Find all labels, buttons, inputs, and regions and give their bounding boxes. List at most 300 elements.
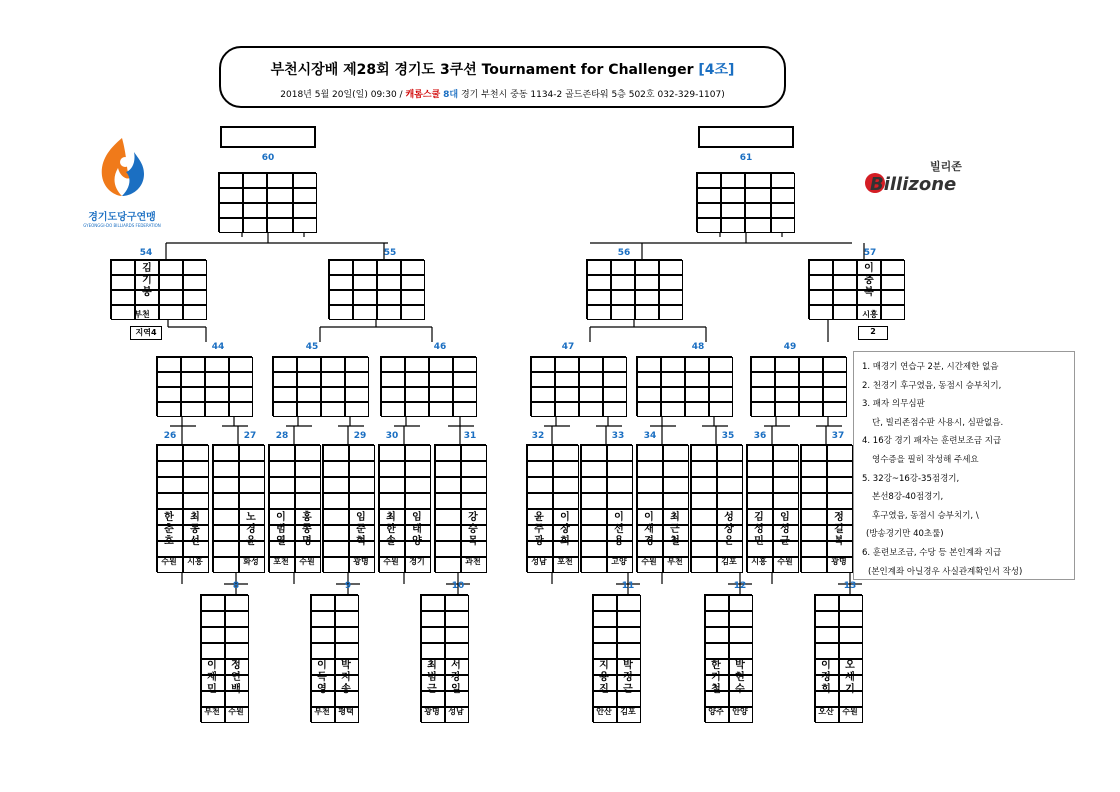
score-cell — [269, 445, 295, 461]
score-cell — [659, 275, 683, 290]
tournament-title: 부천시장배 제28회 경기도 3쿠션 Tournament for Challenger [4조] — [270, 62, 735, 78]
score-cell — [293, 173, 317, 188]
score-cell — [311, 643, 335, 659]
score-cell — [379, 445, 405, 461]
player-region — [434, 556, 460, 568]
score-cell — [157, 387, 181, 402]
player-region: 고양 — [611, 557, 627, 566]
score-cell — [809, 305, 833, 320]
score-cell — [747, 493, 773, 509]
score-cell — [827, 445, 853, 461]
score-cell — [607, 477, 633, 493]
score-cell — [555, 357, 579, 372]
score-cell — [553, 461, 579, 477]
score-cell — [581, 493, 607, 509]
score-cell — [729, 611, 753, 627]
score-cell — [345, 402, 369, 417]
score-cell — [771, 203, 795, 218]
score-cell — [219, 218, 243, 233]
match-number-m27: 27 — [243, 431, 257, 441]
score-cell — [461, 477, 487, 493]
score-cell — [527, 477, 553, 493]
match-number-m34: 34 — [643, 431, 657, 441]
match-number-m33: 33 — [611, 431, 625, 441]
score-cell — [839, 643, 863, 659]
score-cell — [881, 290, 905, 305]
score-cell — [531, 402, 555, 417]
rule-line: 6. 훈련보조금, 수당 등 본인계좌 지급 — [862, 547, 1002, 558]
score-cell — [553, 477, 579, 493]
match-number-m9: 9 — [344, 581, 352, 591]
match-number-m29: 29 — [353, 431, 367, 441]
score-cell — [429, 357, 453, 372]
score-cell — [435, 477, 461, 493]
score-cell — [815, 643, 839, 659]
score-cell — [183, 493, 209, 509]
score-cell — [201, 595, 225, 611]
score-cell — [827, 493, 853, 509]
billizone-logo: 빌리존 Billizone — [862, 160, 977, 200]
score-cell — [273, 357, 297, 372]
score-cell — [205, 357, 229, 372]
venue-name: 캐롬스쿨 — [405, 90, 441, 100]
score-cell — [267, 173, 293, 188]
score-grid-m56 — [586, 259, 682, 319]
match-number-m44: 44 — [211, 342, 225, 352]
score-cell — [553, 493, 579, 509]
score-cell — [183, 445, 209, 461]
score-cell — [717, 477, 743, 493]
score-cell — [293, 203, 317, 218]
group-label: [4조] — [698, 62, 735, 78]
table-count: 8대 — [443, 90, 459, 100]
score-grid-m47 — [530, 356, 626, 416]
player-region: 과천 — [465, 557, 481, 566]
score-cell — [239, 461, 265, 477]
player-region: 시흥 — [187, 557, 203, 566]
score-cell — [267, 188, 293, 203]
score-cell — [617, 595, 641, 611]
score-cell — [401, 305, 425, 320]
score-cell — [617, 611, 641, 627]
player-region: 부천 — [134, 310, 150, 319]
match-number-m47: 47 — [561, 342, 575, 352]
player-name: 이재민 — [207, 660, 217, 695]
score-cell — [157, 357, 181, 372]
score-cell — [181, 402, 205, 417]
score-cell — [219, 203, 243, 218]
score-grid-m55 — [328, 259, 424, 319]
score-cell — [353, 260, 377, 275]
score-cell — [603, 387, 627, 402]
player-name: 박정근 — [623, 660, 633, 695]
score-cell — [579, 357, 603, 372]
score-cell — [661, 357, 685, 372]
score-cell — [267, 203, 293, 218]
score-cell — [213, 477, 239, 493]
score-cell — [421, 611, 445, 627]
player-region: 김포 — [721, 557, 737, 566]
score-cell — [827, 477, 853, 493]
score-cell — [751, 372, 775, 387]
score-cell — [293, 218, 317, 233]
score-cell — [747, 461, 773, 477]
score-cell — [349, 493, 375, 509]
player-region: 수원 — [228, 707, 244, 716]
score-cell — [809, 275, 833, 290]
score-cell — [587, 290, 611, 305]
player-region: 수원 — [383, 557, 399, 566]
score-cell — [717, 461, 743, 477]
score-cell — [691, 445, 717, 461]
player-region — [800, 556, 826, 568]
score-cell — [297, 402, 321, 417]
score-cell — [663, 493, 689, 509]
score-cell — [839, 595, 863, 611]
score-cell — [157, 477, 183, 493]
player-region — [212, 556, 238, 568]
score-cell — [799, 387, 823, 402]
match-number-m10: 10 — [451, 581, 465, 591]
player-region: 수원 — [299, 557, 315, 566]
score-cell — [827, 461, 853, 477]
player-extra: 지역4 — [130, 326, 162, 340]
score-cell — [773, 493, 799, 509]
score-cell — [721, 203, 745, 218]
score-cell — [593, 595, 617, 611]
score-cell — [157, 493, 183, 509]
player-region — [690, 556, 716, 568]
player-region: 수원 — [777, 557, 793, 566]
score-cell — [213, 445, 239, 461]
score-cell — [729, 627, 753, 643]
score-cell — [377, 275, 401, 290]
player-name: 이충복 — [864, 263, 874, 298]
score-cell — [531, 357, 555, 372]
score-cell — [453, 357, 477, 372]
score-cell — [321, 357, 345, 372]
score-cell — [717, 493, 743, 509]
score-cell — [111, 290, 135, 305]
score-cell — [799, 357, 823, 372]
score-cell — [353, 290, 377, 305]
score-grid-m46 — [380, 356, 476, 416]
score-grid-m54 — [110, 259, 206, 319]
score-cell — [809, 290, 833, 305]
score-cell — [405, 493, 431, 509]
score-cell — [697, 173, 721, 188]
score-cell — [611, 260, 635, 275]
score-cell — [273, 402, 297, 417]
score-cell — [183, 477, 209, 493]
score-cell — [381, 387, 405, 402]
match-number-m11: 11 — [621, 581, 635, 591]
rule-line: 본선8강-40점경기, — [872, 492, 944, 503]
match-number-m13: 13 — [843, 581, 857, 591]
rule-line: 2. 천경기 후구였음, 동점시 승부치기, — [862, 380, 1002, 391]
score-cell — [637, 493, 663, 509]
score-cell — [775, 357, 799, 372]
score-cell — [593, 611, 617, 627]
score-cell — [691, 461, 717, 477]
player-name: 홍종명 — [302, 512, 312, 547]
match-number-m31: 31 — [463, 431, 477, 441]
score-cell — [799, 402, 823, 417]
score-cell — [401, 260, 425, 275]
player-name: 박지송 — [341, 660, 351, 695]
score-cell — [377, 290, 401, 305]
player-region — [580, 556, 606, 568]
player-region: 안양 — [732, 707, 748, 716]
player-name: 최한솔 — [386, 512, 396, 547]
match-number-m36: 36 — [753, 431, 767, 441]
score-cell — [691, 493, 717, 509]
score-cell — [705, 611, 729, 627]
score-cell — [815, 627, 839, 643]
score-grid-m45 — [272, 356, 368, 416]
player-region: 부천 — [667, 557, 683, 566]
score-cell — [801, 445, 827, 461]
score-cell — [697, 218, 721, 233]
score-cell — [773, 477, 799, 493]
player-name: 이선용 — [614, 512, 624, 547]
score-cell — [183, 290, 207, 305]
score-cell — [461, 461, 487, 477]
rule-line: (방송경기만 40초룰) — [866, 529, 944, 540]
score-cell — [659, 290, 683, 305]
player-region: 평택 — [338, 707, 354, 716]
score-cell — [445, 595, 469, 611]
score-cell — [823, 357, 847, 372]
score-cell — [815, 595, 839, 611]
score-cell — [581, 477, 607, 493]
score-cell — [229, 402, 253, 417]
score-grid-m49 — [750, 356, 846, 416]
player-region: 부천 — [314, 707, 330, 716]
player-region — [322, 556, 348, 568]
player-name: 임태양 — [412, 512, 422, 547]
score-cell — [201, 643, 225, 659]
score-cell — [881, 275, 905, 290]
score-cell — [159, 275, 183, 290]
score-cell — [685, 372, 709, 387]
score-cell — [453, 387, 477, 402]
score-cell — [661, 402, 685, 417]
score-cell — [111, 260, 135, 275]
player-name: 박현수 — [735, 660, 745, 695]
score-cell — [159, 290, 183, 305]
score-cell — [353, 305, 377, 320]
score-cell — [663, 445, 689, 461]
winner-box-m61 — [698, 126, 794, 148]
score-cell — [421, 627, 445, 643]
score-cell — [593, 627, 617, 643]
player-name: 정길복 — [834, 512, 844, 547]
score-cell — [429, 387, 453, 402]
score-cell — [705, 627, 729, 643]
score-cell — [201, 627, 225, 643]
player-region: 시흥 — [751, 557, 767, 566]
score-cell — [709, 387, 733, 402]
score-cell — [717, 445, 743, 461]
score-cell — [663, 461, 689, 477]
score-cell — [635, 275, 659, 290]
score-cell — [527, 445, 553, 461]
score-cell — [637, 402, 661, 417]
match-number-m32: 32 — [531, 431, 545, 441]
score-cell — [225, 643, 249, 659]
score-cell — [267, 218, 293, 233]
score-cell — [401, 290, 425, 305]
rule-line: 후구였음, 동점시 승부치기, \ — [872, 510, 979, 521]
score-cell — [659, 305, 683, 320]
player-region: 김포 — [620, 707, 636, 716]
score-cell — [295, 445, 321, 461]
score-cell — [405, 477, 431, 493]
score-cell — [273, 372, 297, 387]
score-cell — [379, 477, 405, 493]
score-cell — [685, 357, 709, 372]
score-cell — [381, 402, 405, 417]
score-cell — [297, 387, 321, 402]
player-region: 광명 — [424, 707, 440, 716]
score-cell — [581, 461, 607, 477]
score-cell — [225, 627, 249, 643]
score-cell — [405, 445, 431, 461]
score-cell — [421, 643, 445, 659]
score-grid-m44 — [156, 356, 252, 416]
player-name: 성상은 — [724, 512, 734, 547]
match-number-m55: 55 — [383, 248, 397, 258]
score-cell — [587, 260, 611, 275]
score-cell — [555, 372, 579, 387]
score-cell — [405, 402, 429, 417]
score-cell — [379, 493, 405, 509]
score-cell — [321, 387, 345, 402]
score-cell — [747, 477, 773, 493]
score-cell — [881, 305, 905, 320]
score-cell — [663, 477, 689, 493]
score-cell — [205, 402, 229, 417]
score-cell — [617, 643, 641, 659]
score-cell — [637, 372, 661, 387]
score-cell — [775, 372, 799, 387]
rule-line: 4. 16강 경기 패자는 훈련보조금 지급 — [862, 436, 1002, 447]
score-cell — [729, 595, 753, 611]
score-cell — [771, 218, 795, 233]
player-region: 수원 — [161, 557, 177, 566]
score-cell — [201, 611, 225, 627]
player-region: 포천 — [273, 557, 289, 566]
score-cell — [661, 387, 685, 402]
match-number-m49: 49 — [783, 342, 797, 352]
rule-line: 5. 32강~16강-35점경기, — [862, 473, 960, 484]
score-cell — [429, 372, 453, 387]
score-cell — [329, 305, 353, 320]
match-number-m57: 57 — [863, 248, 877, 258]
score-cell — [555, 387, 579, 402]
score-cell — [587, 275, 611, 290]
score-cell — [329, 290, 353, 305]
score-cell — [775, 402, 799, 417]
score-cell — [159, 260, 183, 275]
score-cell — [381, 357, 405, 372]
score-cell — [157, 372, 181, 387]
score-cell — [839, 627, 863, 643]
player-region: 성남 — [531, 557, 547, 566]
score-cell — [183, 275, 207, 290]
score-cell — [243, 188, 267, 203]
score-cell — [379, 461, 405, 477]
rule-line: 1. 매경기 연습구 2분, 시간제한 없음 — [862, 362, 999, 372]
match-number-m54: 54 — [139, 248, 153, 258]
score-cell — [603, 357, 627, 372]
score-cell — [637, 357, 661, 372]
rule-line: 단, 빌리존점수판 사용시, 심판없음. — [872, 417, 1004, 428]
match-number-m45: 45 — [305, 342, 319, 352]
score-cell — [691, 477, 717, 493]
score-cell — [709, 402, 733, 417]
score-cell — [637, 477, 663, 493]
score-cell — [297, 372, 321, 387]
player-region: 광명 — [831, 557, 847, 566]
score-cell — [323, 493, 349, 509]
score-cell — [745, 218, 771, 233]
score-cell — [183, 260, 207, 275]
player-region: 광명 — [353, 557, 369, 566]
player-region: 수원 — [842, 707, 858, 716]
match-number-m56: 56 — [617, 248, 631, 258]
score-cell — [229, 372, 253, 387]
score-cell — [607, 461, 633, 477]
score-cell — [611, 305, 635, 320]
player-region: 수원 — [641, 557, 657, 566]
score-cell — [799, 372, 823, 387]
match-number-m60: 60 — [261, 153, 275, 163]
score-cell — [751, 387, 775, 402]
player-name: 이정희 — [821, 660, 831, 695]
player-extra: 2 — [858, 326, 888, 340]
score-cell — [833, 290, 857, 305]
player-name: 한기철 — [711, 660, 721, 695]
player-name: 임준혁 — [356, 512, 366, 547]
score-cell — [321, 372, 345, 387]
score-cell — [349, 461, 375, 477]
score-cell — [205, 387, 229, 402]
score-cell — [269, 477, 295, 493]
player-region: 양주 — [708, 707, 724, 716]
score-grid-m60 — [218, 172, 316, 232]
score-cell — [445, 627, 469, 643]
score-cell — [225, 611, 249, 627]
score-cell — [579, 372, 603, 387]
score-cell — [635, 305, 659, 320]
player-name: 임성균 — [780, 512, 790, 547]
score-cell — [705, 595, 729, 611]
score-cell — [381, 372, 405, 387]
score-cell — [611, 275, 635, 290]
score-cell — [833, 275, 857, 290]
score-cell — [771, 173, 795, 188]
score-cell — [243, 173, 267, 188]
score-cell — [183, 305, 207, 320]
match-number-m28: 28 — [275, 431, 289, 441]
score-cell — [311, 595, 335, 611]
score-cell — [751, 402, 775, 417]
score-cell — [461, 445, 487, 461]
score-cell — [527, 461, 553, 477]
score-cell — [157, 461, 183, 477]
